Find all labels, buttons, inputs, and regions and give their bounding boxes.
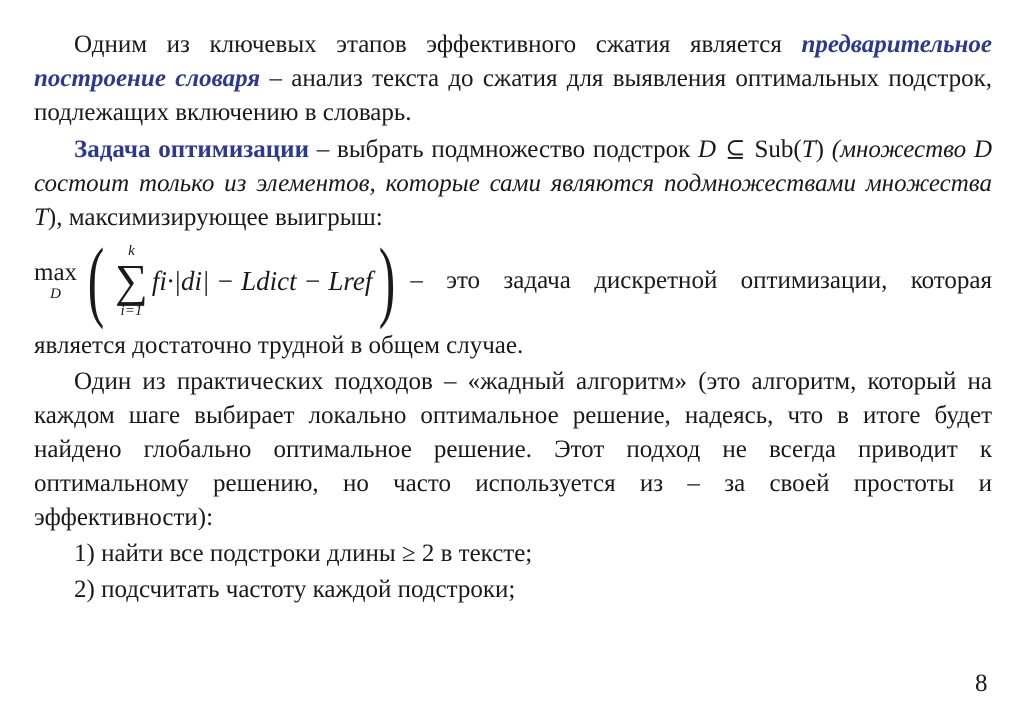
sum-lower-limit: i=1 <box>120 303 143 319</box>
sum-upper-limit: k <box>128 243 135 259</box>
step-2-text: 2) подсчитать частоту каждой подстроки; <box>74 576 516 603</box>
optimization-formula <box>34 231 402 330</box>
sum-sigma: ∑ <box>115 255 148 306</box>
expr-subset-symbol: ⊆ <box>716 135 755 163</box>
step-1-text: 1) найти все подстроки длины ≥ 2 в тексте; <box>74 540 533 567</box>
step-2 <box>34 573 992 607</box>
max-subscript: D <box>50 286 61 302</box>
intro-emphasis: предварительное построение словаря <box>34 31 992 92</box>
step-1 <box>34 537 992 571</box>
formula-body: fi·|di| − Ldict − Lref <box>151 265 373 296</box>
paragraph-task-end <box>34 329 992 363</box>
task-text2: ), максимизирующее выигрыш: <box>47 204 383 231</box>
paragraph-task <box>34 132 992 235</box>
page-number: 8 <box>975 670 988 697</box>
task-italic-note: (множество D состоит только из элементов, которые сами являются подмножествами множества T <box>34 136 992 231</box>
intro-rest: – анализ текста до сжатия для выявления оптимальных подстрок, подлежащих включению в словарь. <box>34 65 992 126</box>
intro-lead: Одним из ключевых этапов эффективного сжатия является <box>74 31 782 58</box>
left-paren: ( <box>87 231 105 330</box>
right-paren: ) <box>379 231 396 330</box>
paragraph-intro <box>34 28 992 130</box>
formula-rest-text: – это задача дискретной оптимизации, которая <box>410 267 992 294</box>
expr-t: T <box>801 136 816 163</box>
max-label: max <box>34 259 78 286</box>
task-term: Задача оптимизации <box>74 136 309 163</box>
greedy-text: Один из практических подходов – «жадный алгоритм» (это алгоритм, который на каждом шаге выбирает локально оптимальное решение, надеясь, что в итоге будет найдено глобально оптимальное решение. Этот подход не всегда приводит к оптимальному решению, но часто используется из – за своей простоты и эффективности): <box>34 368 992 531</box>
sum-operator <box>115 243 148 319</box>
expr-close: ) <box>815 136 824 163</box>
task-text3: является достаточно трудной в общем случае. <box>34 332 524 359</box>
expr-sub: Sub( <box>754 136 802 163</box>
max-operator <box>34 260 77 302</box>
task-text1: – выбрать подмножество подстрок <box>309 136 699 163</box>
formula-line <box>34 233 992 329</box>
expr-d: D <box>698 136 717 163</box>
slide-content <box>34 28 992 607</box>
paragraph-greedy <box>34 365 992 535</box>
